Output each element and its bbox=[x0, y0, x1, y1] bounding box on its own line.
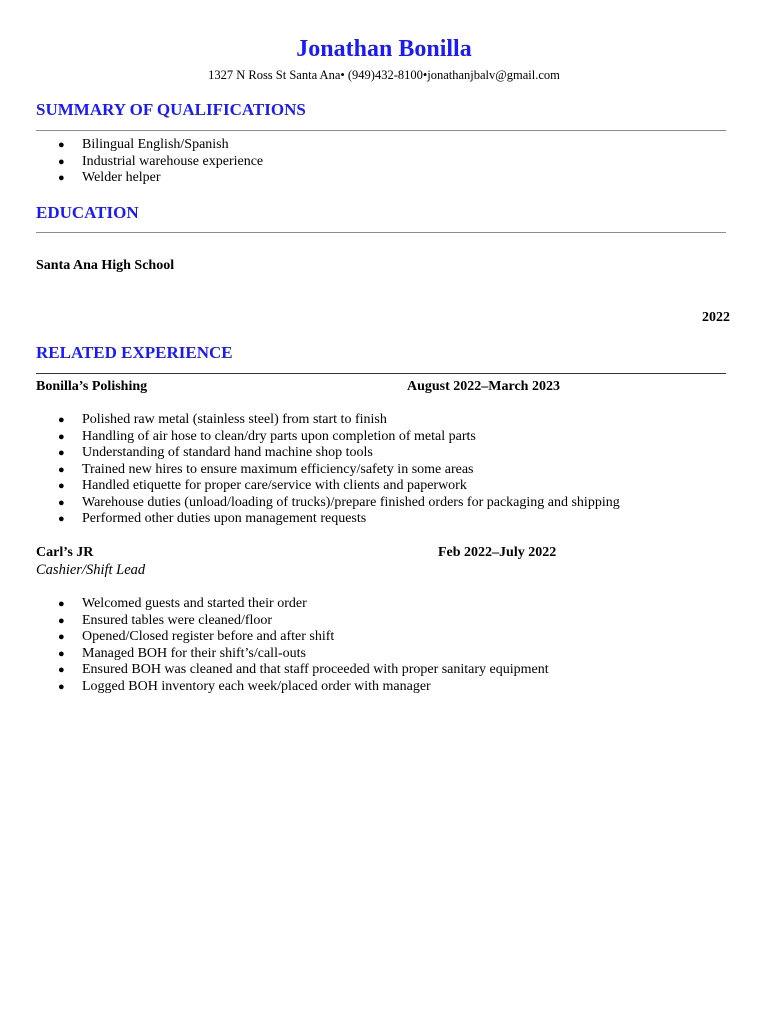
resume-name: Jonathan Bonilla bbox=[296, 36, 472, 62]
job-company: Bonilla’s Polishing bbox=[36, 379, 148, 394]
school-name: Santa Ana High School bbox=[36, 258, 175, 273]
contact-line: 1327 N Ross St Santa Ana• (949)432-8100•jonathanjbalv@gmail.com bbox=[208, 68, 560, 82]
summary-heading: SUMMARY OF QUALIFICATIONS bbox=[36, 100, 306, 119]
list-item: ● Managed BOH for their shift’s/call-outs bbox=[36, 646, 549, 663]
job-title: Cashier/Shift Lead bbox=[36, 562, 146, 578]
list-item: ● Welcomed guests and started their order bbox=[36, 596, 549, 613]
list-item: ● Welder helper bbox=[36, 170, 263, 187]
experience-divider bbox=[36, 373, 726, 374]
job-duties-list bbox=[36, 412, 620, 528]
list-item: ● Trained new hires to ensure maximum efficiency/safety in some areas bbox=[36, 462, 620, 479]
list-item: ● Ensured BOH was cleaned and that staff proceeded with proper sanitary equipment bbox=[36, 662, 549, 679]
education-divider bbox=[36, 232, 726, 233]
experience-heading: RELATED EXPERIENCE bbox=[36, 343, 233, 362]
list-item: ● Handled etiquette for proper care/service with clients and paperwork bbox=[36, 478, 620, 495]
list-item: ● Polished raw metal (stainless steel) from start to finish bbox=[36, 412, 620, 429]
summary-list bbox=[36, 137, 263, 187]
list-item: ● Handling of air hose to clean/dry parts upon completion of metal parts bbox=[36, 429, 620, 446]
education-heading: EDUCATION bbox=[36, 203, 139, 222]
summary-divider bbox=[36, 130, 726, 131]
list-item: ● Ensured tables were cleaned/floor bbox=[36, 613, 549, 630]
job-duties-list bbox=[36, 596, 549, 695]
list-item: ● Understanding of standard hand machine shop tools bbox=[36, 445, 620, 462]
list-item: ● Logged BOH inventory each week/placed order with manager bbox=[36, 679, 549, 696]
list-item: ● Opened/Closed register before and after shift bbox=[36, 629, 549, 646]
job-company: Carl’s JR bbox=[36, 545, 94, 560]
list-item: ● Bilingual English/Spanish bbox=[36, 137, 263, 154]
graduation-year: 2022 bbox=[702, 310, 730, 325]
list-item: ● Warehouse duties (unload/loading of trucks)/prepare finished orders for packaging and shipping bbox=[36, 495, 620, 512]
list-item: ● Performed other duties upon management requests bbox=[36, 511, 620, 528]
job-dates: August 2022–March 2023 bbox=[407, 379, 560, 394]
list-item: ● Industrial warehouse experience bbox=[36, 154, 263, 171]
job-dates: Feb 2022–July 2022 bbox=[438, 545, 557, 560]
